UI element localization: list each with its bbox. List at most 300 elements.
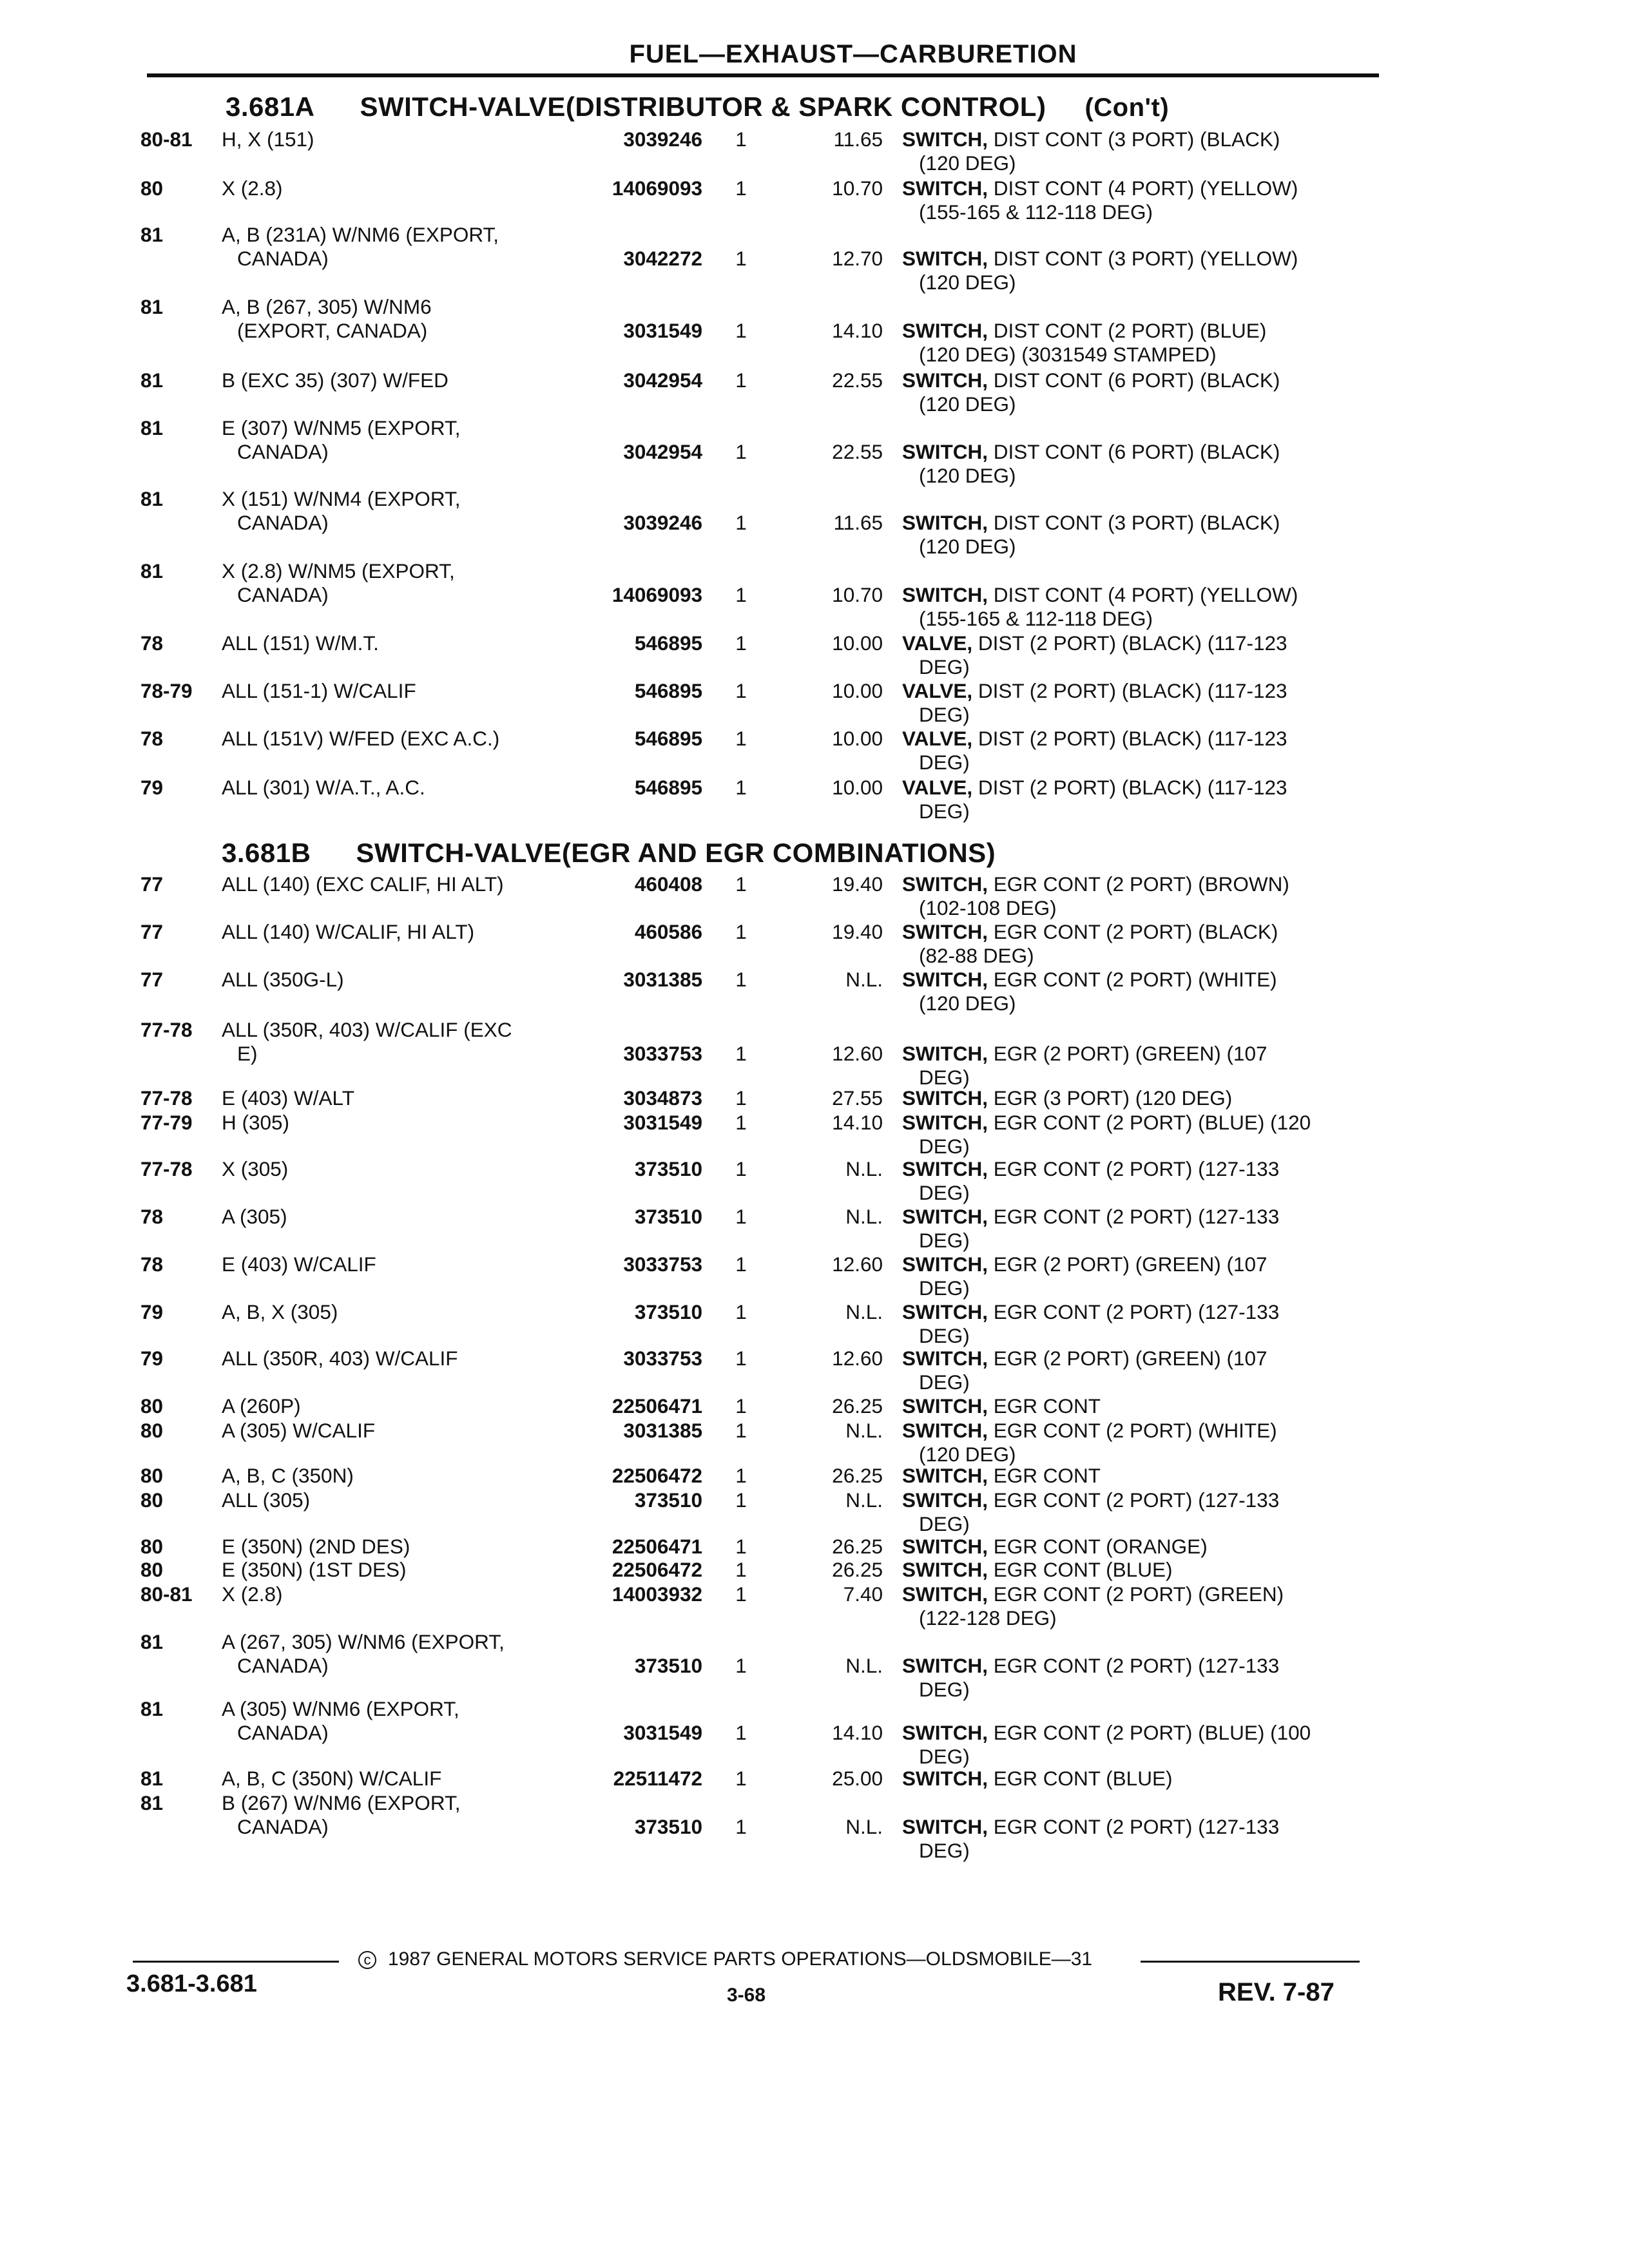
application-line: ALL (151-1) W/CALIF [222,679,416,702]
description-line [902,1558,1379,1582]
description [902,1654,1379,1702]
description-line [902,369,1379,392]
description-text: EGR (3 PORT) (120 DEG) [993,1086,1233,1110]
price: N.L. [845,968,883,991]
description-type: SWITCH, [902,920,988,943]
price: N.L. [845,1205,883,1228]
application [222,1488,570,1512]
application-line: CANADA) [237,1815,329,1838]
application [222,1767,570,1791]
price: N.L. [845,1654,883,1677]
application-line: A, B, X (305) [222,1300,338,1323]
application [222,1347,570,1370]
description-text: DIST (2 PORT) (BLACK) (117-123 [978,679,1287,702]
model-year: 80 [140,1394,164,1418]
description-line: (82-88 DEG) [919,944,1034,967]
model-year: 81 [140,559,164,582]
model-year: 81 [140,1630,164,1653]
part-number: 3031549 [623,1111,702,1134]
quantity: 1 [735,1157,747,1180]
application [222,1535,570,1559]
description-line: (102-108 DEG) [919,896,1057,919]
description-text: EGR CONT [993,1464,1101,1487]
model-year: 80 [140,177,164,200]
section-heading: SWITCH-VALVE(DISTRIBUTOR & SPARK CONTROL) [360,91,1046,122]
quantity: 1 [735,1042,747,1065]
description-line [902,1157,1379,1181]
application [222,679,570,703]
description-text: EGR (2 PORT) (GREEN) (107 [993,1347,1268,1370]
application [222,776,570,800]
description-line: (120 DEG) [919,151,1016,175]
price: 10.00 [832,727,883,750]
description-text: EGR CONT (2 PORT) (127-133 [993,1157,1280,1180]
description-line: DEG) [919,655,970,678]
header-rule [147,73,1379,77]
description-line: DEG) [919,1066,970,1089]
model-year: 78-79 [140,679,193,702]
model-year: 80 [140,1488,164,1512]
description-type: VALVE, [902,727,973,750]
application [222,1157,570,1181]
description-text: DIST CONT (4 PORT) (YELLOW) [993,177,1298,200]
part-number: 546895 [634,631,702,655]
description [902,1205,1379,1253]
model-year: 81 [140,295,164,318]
description-type: SWITCH, [902,369,988,392]
part-number: 546895 [634,679,702,702]
description-line: DEG) [919,1370,970,1394]
application [222,1253,570,1276]
description-text: EGR CONT (2 PORT) (127-133 [993,1654,1280,1677]
description-type: SWITCH, [902,1419,988,1442]
model-year: 77-78 [140,1086,193,1110]
description-line [902,1205,1379,1229]
description-line: (155-165 & 112-118 DEG) [919,200,1153,224]
quantity: 1 [735,1111,747,1134]
description-text: EGR CONT (2 PORT) (127-133 [993,1300,1280,1323]
application [222,1419,570,1443]
quantity: 1 [735,679,747,702]
description-type: SWITCH, [902,247,988,270]
description-line [902,1464,1379,1488]
application [222,128,570,151]
quantity: 1 [735,1300,747,1323]
part-number: 22506471 [612,1394,702,1418]
price: 7.40 [843,1582,883,1606]
description-line [902,1815,1379,1839]
footer-rule-left [133,1961,339,1963]
description-line: DEG) [919,1276,970,1300]
description-text: EGR CONT (BLUE) [993,1558,1173,1581]
part-number: 22506472 [612,1464,702,1487]
description-line: (120 DEG) [919,535,1016,558]
part-number: 546895 [634,727,702,750]
application [222,1300,570,1324]
description [902,369,1379,416]
price: 11.65 [833,128,883,151]
description-text: EGR (2 PORT) (GREEN) (107 [993,1253,1268,1276]
application-line: CANADA) [237,583,329,606]
application [222,727,570,751]
description-type: SWITCH, [902,319,988,342]
description-line: DEG) [919,1324,970,1347]
part-number: 3034873 [623,1086,702,1110]
description-text: EGR CONT (BLUE) [993,1767,1173,1790]
application [222,223,570,271]
description-type: SWITCH, [902,511,988,534]
description-line: DEG) [919,751,970,774]
description-line [902,511,1379,535]
description [902,511,1379,559]
description [902,1767,1379,1791]
description-type: VALVE, [902,776,973,799]
application-line: ALL (140) W/CALIF, HI ALT) [222,920,475,943]
model-year: 81 [140,487,164,510]
price: 10.00 [832,776,883,799]
footer-revision: REV. 7-87 [1218,1978,1335,2006]
description-text: DIST (2 PORT) (BLACK) (117-123 [978,631,1287,655]
description-text: EGR CONT (2 PORT) (WHITE) [993,1419,1277,1442]
application-line: H (305) [222,1111,290,1134]
description-text: DIST CONT (3 PORT) (YELLOW) [993,247,1298,270]
description [902,1558,1379,1582]
application [222,920,570,944]
description-type: SWITCH, [902,1394,988,1418]
application [222,1697,570,1745]
description-line [902,1488,1379,1512]
quantity: 1 [735,1488,747,1512]
application-line: A, B (267, 305) W/NM6 [222,295,432,318]
application-line: CANADA) [237,440,329,463]
description-type: SWITCH, [902,1300,988,1323]
description-text: EGR (2 PORT) (GREEN) (107 [993,1042,1268,1065]
description [902,1347,1379,1394]
price: 22.55 [832,369,883,392]
application [222,1018,570,1066]
price: 14.10 [832,319,883,342]
application-line: E) [237,1042,258,1065]
description [902,920,1379,968]
description-type: SWITCH, [902,1721,988,1744]
price: 12.60 [832,1253,883,1276]
description-line [902,872,1379,896]
description-type: SWITCH, [902,1558,988,1581]
model-year: 77-79 [140,1111,193,1134]
description [902,1300,1379,1348]
description-type: SWITCH, [902,1253,988,1276]
part-number: 546895 [634,776,702,799]
quantity: 1 [735,1815,747,1838]
part-number: 3031549 [623,319,702,342]
application-line: A, B, C (350N) [222,1464,354,1487]
footer-copyright-text: 1987 GENERAL MOTORS SERVICE PARTS OPERATIONS—OLDSMOBILE—31 [388,1948,1093,1970]
description-line: DEG) [919,1745,970,1768]
application-line: A (260P) [222,1394,301,1418]
description [902,631,1379,679]
description-line [902,1582,1379,1606]
description-line [902,177,1379,200]
description [902,247,1379,294]
quantity: 1 [735,872,747,896]
quantity: 1 [735,631,747,655]
part-number: 3039246 [623,128,702,151]
description-text: EGR CONT (2 PORT) (WHITE) [993,968,1277,991]
application [222,1630,570,1678]
description-text: EGR CONT (2 PORT) (BLACK) [993,920,1278,943]
application-line: A (305) [222,1205,287,1228]
description-line [902,631,1379,655]
part-number: 14003932 [612,1582,702,1606]
model-year: 81 [140,416,164,439]
application [222,177,570,200]
application-line: E (350N) (1ST DES) [222,1558,407,1581]
description-line [902,1419,1379,1443]
model-year: 80-81 [140,128,193,151]
description-type: SWITCH, [902,1815,988,1838]
price: 10.70 [832,177,883,200]
description-line [902,247,1379,271]
quantity: 1 [735,511,747,534]
application-line: ALL (350R, 403) W/CALIF (EXC [222,1018,512,1041]
description-type: SWITCH, [902,968,988,991]
description-type: SWITCH, [902,1654,988,1677]
model-year: 81 [140,1791,164,1814]
part-number: 373510 [634,1205,702,1228]
description-type: SWITCH, [902,1535,988,1558]
description-line [902,1111,1379,1135]
application-line: ALL (350R, 403) W/CALIF [222,1347,458,1370]
description-line [902,1086,1379,1110]
description [902,1086,1379,1110]
description [902,872,1379,920]
footer-index: 3.681-3.681 [126,1970,257,1997]
model-year: 79 [140,1347,164,1370]
model-year: 81 [140,1697,164,1720]
part-number: 22506472 [612,1558,702,1581]
application [222,369,570,392]
price: 27.55 [832,1086,883,1110]
description-line [902,1654,1379,1678]
quantity: 1 [735,583,747,606]
description-line [902,727,1379,751]
price: 26.25 [832,1464,883,1487]
part-number: 22511472 [613,1767,702,1790]
application-line: B (267) W/NM6 (EXPORT, [222,1791,461,1814]
description-text: DIST (2 PORT) (BLACK) (117-123 [978,727,1287,750]
part-number: 14069093 [612,583,702,606]
quantity: 1 [735,1558,747,1581]
application-line: B (EXC 35) (307) W/FED [222,369,448,392]
model-year: 77 [140,920,164,943]
application-line: X (2.8) W/NM5 (EXPORT, [222,559,455,582]
description-type: SWITCH, [902,1111,988,1134]
application-line: A (267, 305) W/NM6 (EXPORT, [222,1630,505,1653]
quantity: 1 [735,1767,747,1790]
description-text: DIST CONT (2 PORT) (BLUE) [993,319,1267,342]
model-year: 78 [140,1253,164,1276]
application-line: A, B, C (350N) W/CALIF [222,1767,442,1790]
quantity: 1 [735,1721,747,1744]
description [902,440,1379,488]
description [902,1042,1379,1090]
price: N.L. [845,1815,883,1838]
description-text: EGR CONT (ORANGE) [993,1535,1208,1558]
application-line: A (305) W/NM6 (EXPORT, [222,1697,459,1720]
application-line: CANADA) [237,1654,329,1677]
description-line: DEG) [919,703,970,726]
application-line: ALL (350G-L) [222,968,344,991]
price: 22.55 [832,440,883,463]
model-year: 78 [140,631,164,655]
part-number: 3033753 [623,1042,702,1065]
model-year: 78 [140,1205,164,1228]
description-line: (120 DEG) [919,392,1016,416]
section-number: 3.681B [222,838,311,868]
description-type: SWITCH, [902,1767,988,1790]
application [222,416,570,464]
model-year: 79 [140,776,164,799]
description-text: EGR CONT (2 PORT) (BLUE) (120 [993,1111,1311,1134]
description-type: SWITCH, [902,1042,988,1065]
description-type: SWITCH, [902,440,988,463]
quantity: 1 [735,1535,747,1558]
model-year: 77 [140,968,164,991]
application-line: CANADA) [237,247,329,270]
description [902,128,1379,175]
description-type: SWITCH, [902,1464,988,1487]
application [222,1791,570,1839]
part-number: 373510 [634,1300,702,1323]
description-line: (120 DEG) [919,992,1016,1015]
application-line: ALL (305) [222,1488,311,1512]
application-line: (EXPORT, CANADA) [237,319,428,342]
part-number: 373510 [634,1654,702,1677]
application-line: X (2.8) [222,1582,283,1606]
application [222,1086,570,1110]
model-year: 77-78 [140,1018,193,1041]
model-year: 77 [140,872,164,896]
application [222,295,570,343]
description-line: (120 DEG) (3031549 STAMPED) [919,343,1217,366]
description-line [902,1721,1379,1745]
application [222,487,570,535]
description-line [902,1253,1379,1276]
price: 10.00 [832,679,883,702]
price: N.L. [845,1157,883,1180]
model-year: 80 [140,1535,164,1558]
description-text: EGR CONT (2 PORT) (BROWN) [993,872,1289,896]
description-text: DIST CONT (4 PORT) (YELLOW) [993,583,1298,606]
model-year: 80 [140,1558,164,1581]
footer-page-number: 3-68 [727,1984,766,2006]
description-type: SWITCH, [902,872,988,896]
part-number: 3031385 [623,1419,702,1442]
model-year: 78 [140,727,164,750]
quantity: 1 [735,1654,747,1677]
description [902,1157,1379,1205]
part-number: 3033753 [623,1347,702,1370]
model-year: 77-78 [140,1157,193,1180]
description-line [902,1300,1379,1324]
price: 14.10 [832,1721,883,1744]
application [222,1205,570,1229]
description-line [902,319,1379,343]
model-year: 81 [140,1767,164,1790]
application [222,1111,570,1135]
quantity: 1 [735,1253,747,1276]
part-number: 373510 [634,1488,702,1512]
description-line: (120 DEG) [919,1443,1016,1466]
application-line: A (305) W/CALIF [222,1419,376,1442]
description-line: DEG) [919,1839,970,1862]
application [222,1394,570,1418]
application-line: A, B (231A) W/NM6 (EXPORT, [222,223,499,246]
description-line: DEG) [919,1181,970,1204]
quantity: 1 [735,1394,747,1418]
part-number: 22506471 [612,1535,702,1558]
footer-copyright [358,1948,1092,1970]
description-type: SWITCH, [902,128,988,151]
description-type: SWITCH, [902,1582,988,1606]
application [222,1558,570,1582]
description [902,1394,1379,1418]
price: 12.70 [832,247,883,270]
description [902,1721,1379,1769]
description [902,583,1379,631]
description [902,1488,1379,1536]
description [902,1253,1379,1300]
price: 19.40 [832,920,883,943]
quantity: 1 [735,1464,747,1487]
quantity: 1 [735,920,747,943]
application-line: ALL (151) W/M.T. [222,631,379,655]
application [222,872,570,896]
part-number: 3039246 [623,511,702,534]
quantity: 1 [735,1419,747,1442]
price: 10.00 [832,631,883,655]
application-line: CANADA) [237,511,329,534]
part-number: 3031385 [623,968,702,991]
description-line [902,679,1379,703]
description-type: SWITCH, [902,583,988,606]
price: N.L. [845,1419,883,1442]
description [902,727,1379,774]
description-line: (122-128 DEG) [919,1606,1057,1629]
application [222,559,570,607]
application [222,968,570,992]
description-line [902,968,1379,992]
application [222,1464,570,1488]
description [902,1464,1379,1488]
page-header-title: FUEL—EXHAUST—CARBURETION [629,40,1077,68]
application-line: X (2.8) [222,177,283,200]
description-line [902,128,1379,151]
description [902,319,1379,367]
description-text: DIST (2 PORT) (BLACK) (117-123 [978,776,1287,799]
part-number: 460586 [634,920,702,943]
price: 26.25 [832,1394,883,1418]
model-year: 80-81 [140,1582,193,1606]
description-text: DIST CONT (6 PORT) (BLACK) [993,369,1280,392]
quantity: 1 [735,369,747,392]
description [902,968,1379,1015]
description-line: DEG) [919,800,970,823]
price: 26.25 [832,1535,883,1558]
footer-rule-right [1141,1961,1360,1963]
description-type: SWITCH, [902,1488,988,1512]
part-number: 3033753 [623,1253,702,1276]
